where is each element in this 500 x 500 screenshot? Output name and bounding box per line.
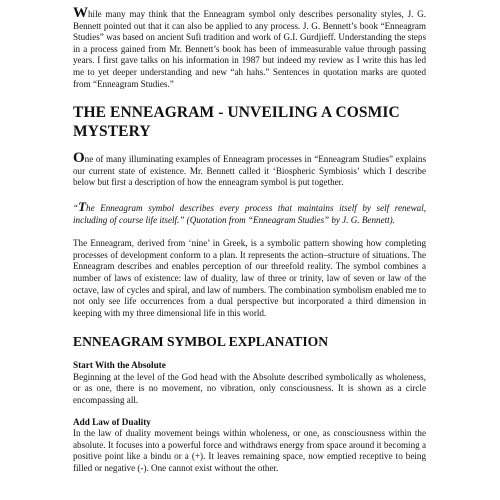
intro-dropcap: W: [73, 5, 88, 21]
quote-cap: T: [78, 198, 87, 214]
quote-text: he Enneagram symbol describes every process that maintains itself by self renewal, including of course life itself.”: [73, 202, 426, 225]
intro-paragraph: [73, 5, 426, 90]
quote-citation: (Quotation from “Enneagram Studies” by J. G. Bennett).: [184, 214, 395, 225]
para2-dropcap: O: [73, 150, 85, 167]
bennett-quote: [73, 198, 426, 226]
intro-text: hile many may think that the Enneagram symbol only describes personality styles, J. G. Bennett pointed out that it can also be applied to any process. J. G. Bennett’s book “Enneagram Studies” was based on ancient Sufi tradition and work of G.I. Gurdjieff. Understanding the steps in a process gained from Mr. Bennett’s book has been of immeasurable value through passing years. I first gave talks on his information in 1987 but indeed my review as I write this has led me to yet deeper understanding and new “ah hahs.” Sentences in quotation marks are quoted from “Enneagram Studies.”: [73, 9, 426, 89]
subheading-start-absolute: Start With the Absolute: [73, 360, 166, 371]
enneagram-definition-paragraph: The Enneagram, derived from ‘nine’ in Greek, is a symbolic pattern showing how completing processes of development conform to a plan. It represents the action–structure of situations. The Enneagram describes and enables perception of our threefold reality. The symbol combines a number of laws of existence: law of duality, law of three or trinity, law of seven or law of the octave, law of cycles and spiral, and law of numbers. The combination symbolism enabled me to not only see life occurrences from a dual perspective but incorporated a third dimension in keeping with my three dimensional life in this world.: [73, 238, 426, 318]
biospheric-paragraph: [73, 150, 426, 189]
para2-text: ne of many illuminating examples of Enneagram processes in “Enneagram Studies” explains our current state of existence. Mr. Bennett called it ‘Biospheric Symbiosis’ which I describe below but first a description of how the enneagram symbol is put together.: [73, 154, 426, 188]
document-page: [73, 5, 426, 475]
duality-paragraph: In the law of duality movement beings within wholeness, or one, as consciousness within the absolute. It focuses into a powerful force and withdraws energy from space around it becoming a positive point like a bindu or a (+). It leaves remaining space, now emptied receptive to being filled or negative (-). One cannot exist without the other.: [73, 428, 426, 474]
quote-open-mark: “: [73, 202, 79, 213]
section-heading-cosmic-mystery: THE ENNEAGRAM - UNVEILING A COSMIC MYSTERY: [73, 104, 400, 141]
section-heading-symbol-explanation: ENNEAGRAM SYMBOL EXPLANATION: [73, 334, 329, 350]
absolute-paragraph: Beginning at the level of the God head with the Absolute described symbolically as wholeness, or as one, there is no movement, no vibration, only consciousness. It is shown as a circle encompassing all.: [73, 371, 426, 406]
subheading-law-of-duality: Add Law of Duality: [73, 416, 151, 427]
